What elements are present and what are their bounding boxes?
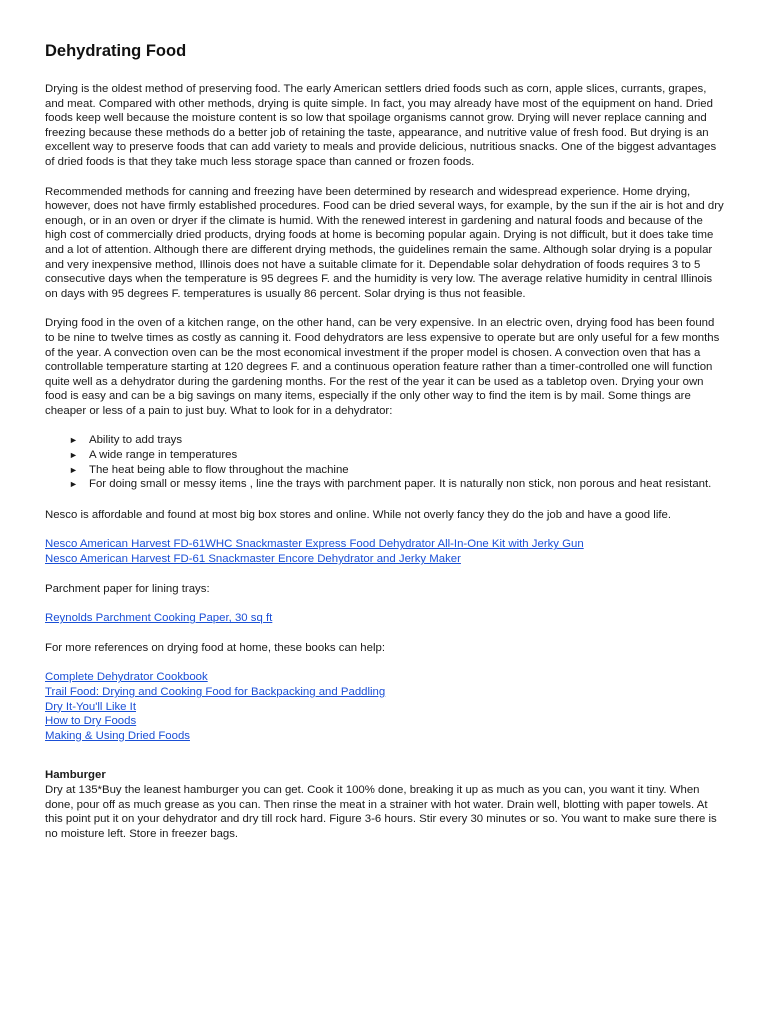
document-page [45,40,725,841]
book-links [45,670,725,743]
list-item-text: The heat being able to flow throughout the machine [89,463,349,476]
link-book-dry-it[interactable]: Dry It-You'll Like It [45,700,137,713]
paragraph-parchment-intro: Parchment paper for lining trays: [45,582,210,595]
list-item-text: A wide range in temperatures [89,449,238,462]
page-title: Dehydrating Food [45,42,187,60]
paragraph-intro: Drying is the oldest method of preserving food. The early American settlers dried foods such as corn, apple slices, currants, grapes, and meat. Compared with other methods, drying is quite simple. In fact, you may already have most of the equipment on hand. Dried foods keep well because the moisture content is so low that spoilage organisms cannot grow. Drying will never replace canning and freezing because these methods do a better job of retaining the taste, appearance, and nutritive value of fresh food. But drying is an excellent way to preserve foods that can add variety to meals and provide delicious, nutritious snacks. One of the biggest advantages of dried foods is that they take much less storage space than canned or frozen foods. [45,83,717,168]
list-item-text: Ability to add trays [89,434,183,447]
list-item [69,448,725,463]
paragraph-nesco: Nesco is affordable and found at most big box stores and online. While not overly fancy they do the job and have a good life. [45,508,672,521]
link-reynolds-parchment[interactable]: Reynolds Parchment Cooking Paper, 30 sq ft [45,612,273,625]
link-book-making-using[interactable]: Making & Using Dried Foods [45,729,190,742]
arrow-bullet-icon: ► [69,435,78,446]
paragraph-oven: Drying food in the oven of a kitchen range, on the other hand, can be very expensive. In an electric oven, drying food has been found to be nine to twelve times as costly as canning it. Food dehydrators are less expensive to operate but are only useful for a few months of the year. A convection oven can be the most economical investment if the proper model is chosen. A convection oven that has a controllable temperature starting at 120 degrees F. and a continuous operation feature rather than a timer-controlled one will function quite well as a dehydrator during the gardening months. For the rest of the year it can be used as a tabletop oven. Drying your own food is easy and can be a big savings on many items, especially if the only other way to find the item is by mail. Some things are cheaper or less of a pain to just buy. What to look for in a dehydrator: [45,317,720,417]
arrow-bullet-icon: ► [69,450,78,461]
list-item [69,477,725,492]
arrow-bullet-icon: ► [69,464,78,475]
link-book-how-to-dry[interactable]: How to Dry Foods [45,715,137,728]
list-item-text: For doing small or messy items , line the trays with parchment paper. It is naturally non stick, non porous and heat resistant. [89,478,712,491]
dehydrator-features-list [45,433,725,491]
list-item [69,463,725,478]
section-heading-hamburger: Hamburger [45,769,106,782]
link-book-trail-food[interactable]: Trail Food: Drying and Cooking Food for Backpacking and Paddling [45,686,386,698]
paragraph-hamburger: Dry at 135*Buy the leanest hamburger you can get. Cook it 100% done, breaking it up as much as you can, you want it tiny. When done, pour off as much grease as you can. Then rinse the meat in a strainer with hot water. Drain well, blotting with paper towels. At this point put it on your dehydrator and dry till rock hard. Figure 3-6 hours. Stir every 30 minutes or so. You want to make sure there is no moisture left. Store in freezer bags. [45,783,717,840]
link-nesco-fd61whc[interactable]: Nesco American Harvest FD-61WHC Snackmaster Express Food Dehydrator All-In-One Kit with Jerky Gun [45,538,584,551]
link-nesco-fd61[interactable]: Nesco American Harvest FD-61 Snackmaster Encore Dehydrator and Jerky Maker [45,553,461,566]
arrow-bullet-icon: ► [69,479,78,490]
list-item [69,433,725,448]
parchment-links [45,611,725,626]
link-book-complete-dehydrator[interactable]: Complete Dehydrator Cookbook [45,671,208,684]
paragraph-books-intro: For more references on drying food at home, these books can help: [45,641,386,654]
paragraph-methods: Recommended methods for canning and freezing have been determined by research and widespread experience. Home drying, however, does not have firmly established procedures. Food can be dried several ways, for example, by the sun if the air is hot and dry enough, or in an oven or dryer if the climate is humid. With the renewed interest in gardening and natural foods and because of the high cost of commercially dried products, drying foods at home is becoming popular again. Drying is not difficult, but it does take time and a lot of attention. Although there are different drying methods, the guidelines remain the same. Although solar drying is a popular and very inexpensive method, Illinois does not have a suitable climate for it. Dependable solar dehydration of foods requires 3 to 5 consecutive days when the temperature is 95 degrees F. and the humidity is very low. The average relative humidity in central Illinois on days with 95 degrees F. temperatures is usually 86 percent. Solar drying is thus not feasible. [45,185,724,300]
dehydrator-links [45,537,725,566]
